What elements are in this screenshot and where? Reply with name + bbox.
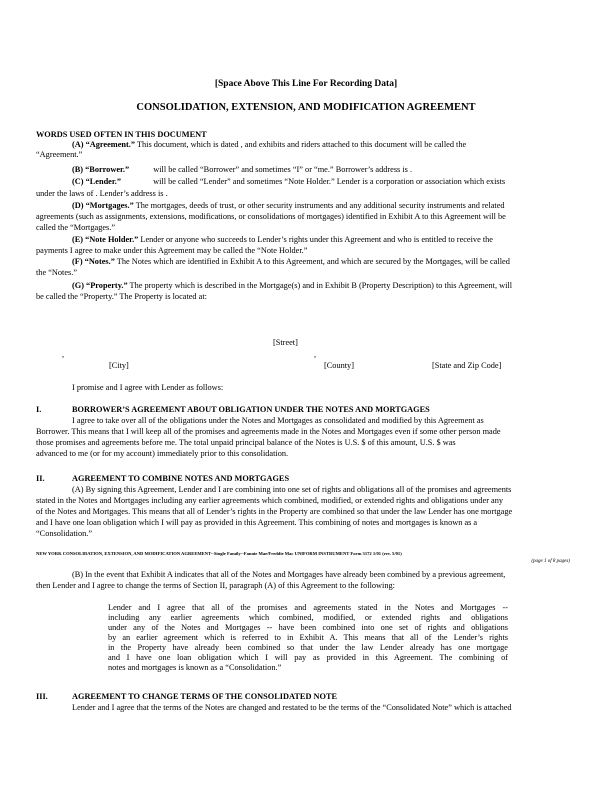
county-label: [County] (324, 361, 354, 370)
page-number: (page 1 of 8 pages) (531, 559, 570, 564)
term-agreement: (A) “Agreement.” (72, 140, 135, 149)
section-2-title: AGREEMENT TO COMBINE NOTES AND MORTGAGES (72, 474, 290, 483)
form-footer: NEW YORK CONSOLIDATION, EXTENSION, AND MODIFICATION AGREEMENT--Single Family--Fannie Mae/Freddie Mac UNIFORM INSTRUMENT Form 3172 1/01 (rev. 5/01) (36, 551, 402, 556)
section-2-text: of the Notes and Mortgages. This means that all of Lender’s rights in the Property are combined so that under the law Lender has one mortgage (36, 507, 513, 516)
section-2-text: (A) By signing this Agreement, Lender and I are combining into one set of rights and obligations all of the promises and agreements (72, 485, 512, 494)
term-property: (G) “Property.” (72, 281, 128, 290)
definition-text: The Notes which are identified in Exhibit A to this Agreement, and which are secured by the Mortgages, will be called (116, 257, 510, 266)
definition-text: The mortgages, deeds of trust, or other security instruments and any additional security instruments and related (135, 201, 505, 210)
definition-notes-cont: the “Notes.” (36, 268, 78, 277)
section-3-title: AGREEMENT TO CHANGE TERMS OF THE CONSOLIDATED NOTE (72, 692, 338, 701)
quoted-line: in the Property have already been combined so that under the law Lender already has one mortgage (108, 643, 508, 652)
section-2-text: “Consolidation.” (36, 529, 92, 538)
city-label: [City] (109, 361, 129, 370)
section-3-text: Lender and I agree that the terms of the Notes are changed and restated to be the terms of the “Consolidated Note” which is attached (72, 703, 512, 712)
definition-lender-cont: under the laws of . Lender’s address is . (36, 189, 168, 198)
section-3-number: III. (36, 692, 48, 701)
definition-notes (72, 257, 612, 267)
state-zip-label: [State and Zip Code] (432, 361, 502, 370)
definition-note-holder-cont: payments I agree to make under this Agreement may be called the “Note Holder.” (36, 246, 308, 255)
section-1-number: I. (36, 405, 42, 414)
section-2-number: II. (36, 474, 45, 483)
quoted-block (108, 603, 508, 673)
definition-text: This document, which is dated , and exhibits and riders attached to this document will be called the (136, 140, 467, 149)
definition-mortgages (72, 201, 612, 211)
definition-property (72, 281, 612, 291)
term-mortgages: (D) “Mortgages.” (72, 201, 134, 210)
definition-text: Lender or anyone who succeeds to Lender’s rights under this Agreement and who is entitled to receive the (140, 235, 493, 244)
section-1-text: I agree to take over all of the obligations under the Notes and Mortgages as consolidated and modified by this Agreement as (72, 416, 484, 425)
recording-space-label: [Space Above This Line For Recording Data] (214, 79, 398, 89)
quoted-line: Lender and I agree that all of the promises and agreements stated in the Notes and Mortgages -- (108, 603, 508, 612)
definition-agreement (72, 140, 612, 150)
quoted-line: including any earlier agreements which combined, modified, or extended rights and obligations (108, 613, 508, 622)
quoted-line: by an earlier agreement which is referred to in Exhibit A. This means that all of the Lender’s rights (108, 633, 508, 642)
words-heading: WORDS USED OFTEN IN THIS DOCUMENT (36, 130, 207, 139)
quoted-line: and I have one loan obligation which I will pay as provided in this Agreement. The combining of (108, 653, 508, 662)
section-1-text: Borrower. This means that I will keep all of the promises and agreements made in the Notes and Mortgages even if some other person made (36, 427, 501, 436)
definition-mortgages-cont2: called the “Mortgages.” (36, 223, 116, 232)
section-1-text: advanced to me (or for my account) immediately prior to this consolidation. (36, 449, 289, 458)
quoted-line: notes and mortgages is known as a “Consolidation.” (108, 663, 282, 672)
definition-property-cont: be called the “Property.” The Property is located at: (36, 292, 207, 301)
address-comma: , (314, 350, 317, 359)
term-borrower: (B) “Borrower.” (72, 165, 130, 174)
section-2b-text: (B) In the event that Exhibit A indicates that all of the Notes and Mortgages have already been combined by a previous agreement, (72, 570, 506, 579)
definition-text: will be called “Lender” and sometimes “Note Holder.” Lender is a corporation or association which exists (153, 177, 506, 186)
definition-text: will be called “Borrower” and sometimes “I” or “me.” Borrower’s address is . (153, 165, 413, 174)
street-label: [Street] (273, 338, 298, 347)
document-title: CONSOLIDATION, EXTENSION, AND MODIFICATION AGREEMENT (136, 102, 476, 113)
definition-agreement-cont: “Agreement.” (36, 150, 83, 159)
definition-borrower (72, 165, 612, 175)
term-notes: (F) “Notes.” (72, 257, 115, 266)
section-2b-text: then Lender and I agree to change the terms of Section II, paragraph (A) of this Agreement to the following: (36, 581, 395, 590)
quoted-line: under any of the Notes and Mortgages -- have been combined into one set of rights and obligations (108, 623, 508, 632)
definition-text: The property which is described in the Mortgage(s) and in Exhibit B (Property Description) to this Agreement, will (129, 281, 513, 290)
section-1-text: those promises and agreements before me. The total unpaid principal balance of the Notes is U.S. $ of this amount, U.S. $ was (36, 438, 456, 447)
term-lender: (C) “Lender.” (72, 177, 122, 186)
section-2-text: and I have one loan obligation which I will pay as provided in this Agreement. This combining of notes and mortgages is known as a (36, 518, 478, 527)
section-2-text: stated in the Notes and Mortgages including any earlier agreements which combined, modified, or extended rights and obligations under any (36, 496, 504, 505)
term-note-holder: (E) “Note Holder.” (72, 235, 139, 244)
definition-note-holder (72, 235, 612, 245)
definition-mortgages-cont: agreements (such as assignments, extensions, modifications, or consolidations of mortgages) identified in Exhibit A to this Agreement will be (36, 212, 506, 221)
promise-statement: I promise and I agree with Lender as follows: (72, 383, 224, 392)
section-1-title: BORROWER’S AGREEMENT ABOUT OBLIGATION UNDER THE NOTES AND MORTGAGES (72, 405, 430, 414)
definition-lender (72, 177, 612, 187)
address-comma: , (62, 350, 65, 359)
